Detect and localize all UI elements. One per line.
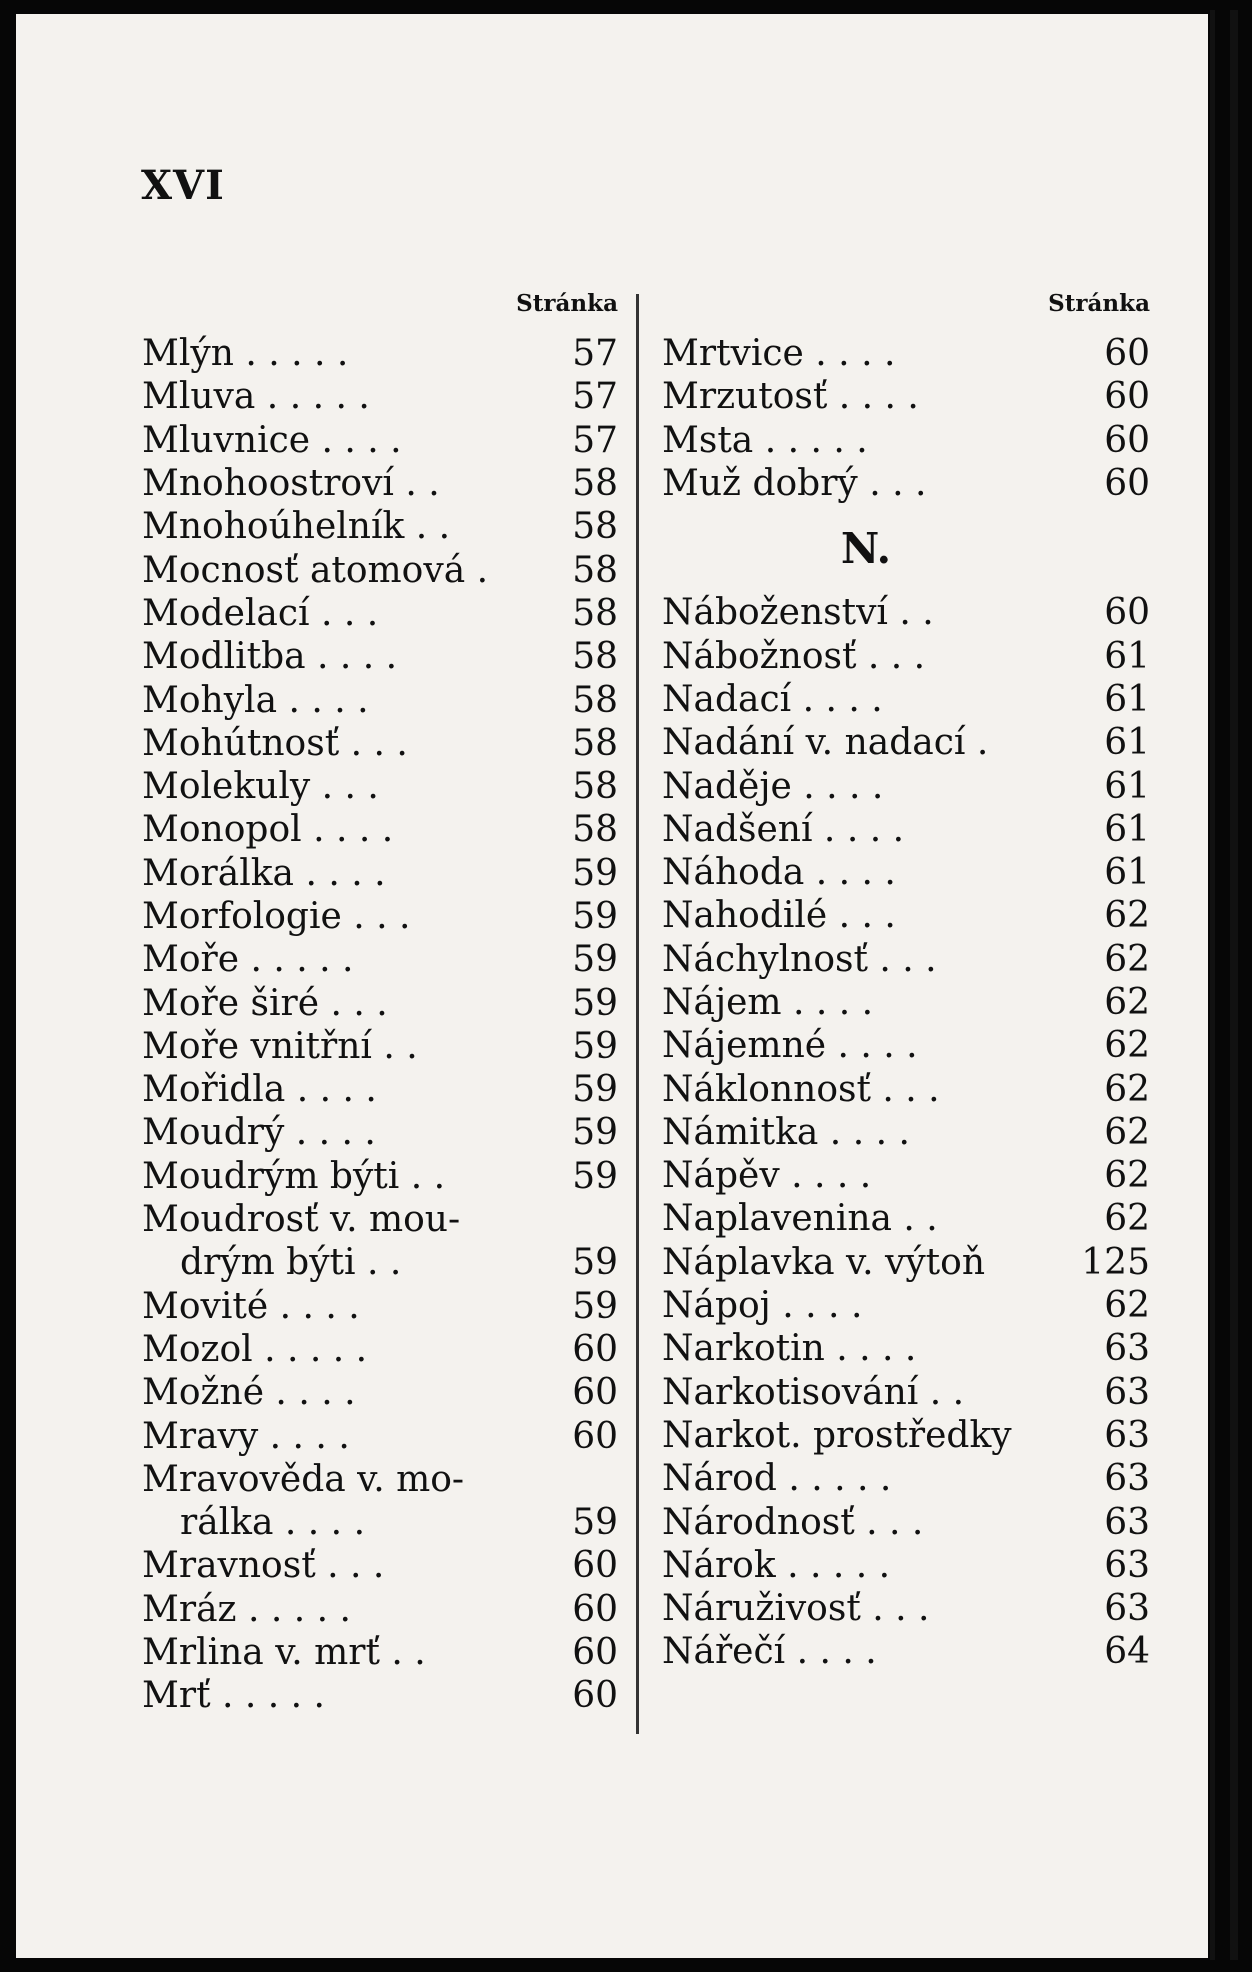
entry-page-number: 58 xyxy=(572,722,618,764)
entry-term: Muž dobrý . . . xyxy=(662,463,927,505)
entry-term: Mluva . . . . . xyxy=(142,376,370,418)
entry-term: Národnosť . . . xyxy=(662,1501,924,1543)
entry-term: Nábožnosť . . . xyxy=(662,635,926,677)
entry-term: Mlýn . . . . . xyxy=(142,333,349,375)
entry-page-number: 63 xyxy=(1104,1371,1150,1413)
index-entry xyxy=(142,1588,618,1631)
entry-term: Nájemné . . . . xyxy=(662,1025,918,1067)
entry-page-number: 63 xyxy=(1104,1328,1150,1370)
index-entry xyxy=(662,981,1150,1024)
entry-term: Mrť . . . . . xyxy=(142,1675,325,1717)
entry-page-number: 58 xyxy=(572,549,618,591)
index-entry xyxy=(662,1154,1150,1197)
index-entry xyxy=(142,981,618,1024)
index-entry xyxy=(142,505,618,548)
entry-page-number: 60 xyxy=(572,1545,618,1587)
entry-page-number: 60 xyxy=(1104,592,1150,634)
entry-term: Mravověda v. mo- xyxy=(142,1458,465,1500)
entry-page-number: 61 xyxy=(1104,722,1150,764)
index-entry-list xyxy=(142,332,618,1718)
entry-term: Náklonnosť . . . xyxy=(662,1068,940,1110)
index-entry xyxy=(662,1500,1150,1543)
index-entry xyxy=(662,1067,1150,1110)
index-entry xyxy=(142,1631,618,1674)
entry-term: Moudrý . . . . xyxy=(142,1112,376,1154)
index-entry xyxy=(142,678,618,721)
entry-page-number: 61 xyxy=(1104,635,1150,677)
index-entry xyxy=(142,1674,618,1717)
entry-page-number: 59 xyxy=(572,939,618,981)
entry-term: Mnohoostroví . . xyxy=(142,463,440,505)
entry-page-number: 62 xyxy=(1104,1198,1150,1240)
entry-term: Morálka . . . . xyxy=(142,852,386,894)
index-entry xyxy=(662,808,1150,851)
index-entry xyxy=(662,851,1150,894)
entry-term: Mravy . . . . xyxy=(142,1415,350,1457)
entry-page-number: 63 xyxy=(1104,1414,1150,1456)
entry-term: Mocnosť atomová . xyxy=(142,549,489,591)
entry-page-number: 57 xyxy=(572,376,618,418)
entry-term: Moře . . . . . xyxy=(142,939,354,981)
entry-term: Narkotisování . . xyxy=(662,1371,965,1413)
entry-page-number: 59 xyxy=(572,1285,618,1327)
entry-page-number: 60 xyxy=(572,1415,618,1457)
entry-term: Moře vnitřní . . xyxy=(142,1025,418,1067)
index-entry xyxy=(142,938,618,981)
index-entry xyxy=(662,591,1150,634)
entry-term: Morfologie . . . xyxy=(142,896,411,937)
entry-page-number: 57 xyxy=(572,419,618,461)
index-entry xyxy=(142,1285,618,1328)
entry-term: Mohyla . . . . xyxy=(142,679,369,721)
entry-page-number: 64 xyxy=(1104,1631,1150,1673)
index-entry xyxy=(142,808,618,851)
entry-term: Msta . . . . . xyxy=(662,419,868,461)
entry-term: Molekuly . . . xyxy=(142,766,379,808)
entry-page-number: 62 xyxy=(1104,1285,1150,1327)
entry-term: Nadání v. nadací . xyxy=(662,722,989,764)
index-entry xyxy=(662,938,1150,981)
index-entry xyxy=(142,1241,618,1284)
entry-page-number: 58 xyxy=(572,636,618,678)
entry-term: Mrzutosť . . . . xyxy=(662,376,919,418)
entry-page-number: 58 xyxy=(572,592,618,634)
index-entry xyxy=(142,419,618,462)
index-entry xyxy=(662,1197,1150,1240)
index-entry xyxy=(662,1327,1150,1370)
entry-page-number: 125 xyxy=(1081,1241,1150,1283)
entry-page-number: 60 xyxy=(572,1372,618,1414)
column-header: Stránka xyxy=(1048,290,1150,317)
entry-page-number: 63 xyxy=(1104,1501,1150,1543)
index-entry xyxy=(142,765,618,808)
index-entry xyxy=(662,1587,1150,1630)
entry-page-number: 63 xyxy=(1104,1458,1150,1500)
entry-page-number: 58 xyxy=(572,766,618,808)
entry-page-number: 58 xyxy=(572,679,618,721)
entry-page-number: 58 xyxy=(572,463,618,505)
entry-page-number: 61 xyxy=(1104,765,1150,807)
entry-term: Modlitba . . . . xyxy=(142,636,398,678)
index-entry xyxy=(142,592,618,635)
entry-term: Mrtvice . . . . xyxy=(662,333,896,375)
index-entry xyxy=(662,1414,1150,1457)
index-entry xyxy=(142,462,618,505)
index-entry xyxy=(662,634,1150,677)
entry-term: Narkot. prostředky xyxy=(662,1414,1012,1456)
entry-term: Námitka . . . . xyxy=(662,1111,910,1153)
column-header: Stránka xyxy=(516,290,618,317)
entry-term: Moudrým býti . . xyxy=(142,1155,446,1197)
entry-term: Náchylnosť . . . xyxy=(662,938,937,980)
entry-page-number: 62 xyxy=(1104,982,1150,1023)
index-entry xyxy=(662,375,1150,418)
index-entry xyxy=(142,1501,618,1544)
entry-term: Mozol . . . . . xyxy=(142,1328,368,1370)
index-entry xyxy=(662,894,1150,937)
index-entry xyxy=(662,1111,1150,1154)
section-letter: N. xyxy=(840,523,892,573)
entry-term: Nápěv . . . . xyxy=(662,1155,872,1197)
index-entry xyxy=(142,1068,618,1111)
entry-term: Nářečí . . . . xyxy=(662,1631,877,1673)
entry-term: rálka . . . . xyxy=(180,1502,366,1544)
index-entry xyxy=(142,1544,618,1587)
entry-term: Mořidla . . . . xyxy=(142,1069,377,1111)
index-entry xyxy=(662,1457,1150,1500)
entry-page-number: 59 xyxy=(572,982,618,1024)
entry-page-number: 62 xyxy=(1104,1155,1150,1197)
entry-page-number: 60 xyxy=(1104,419,1150,461)
entry-term: Možné . . . . xyxy=(142,1372,356,1414)
entry-term: Náboženství . . xyxy=(662,592,934,634)
index-entry xyxy=(142,548,618,591)
page-edge-line xyxy=(1230,10,1238,1960)
entry-page-number: 59 xyxy=(572,1502,618,1544)
entry-term: Národ . . . . . xyxy=(662,1458,892,1500)
entry-term: Náplavka v. výtoň xyxy=(662,1241,985,1283)
index-entry xyxy=(662,764,1150,807)
entry-page-number: 62 xyxy=(1104,938,1150,980)
entry-page-number: 57 xyxy=(572,333,618,375)
book-page xyxy=(16,14,1208,1958)
column-divider xyxy=(636,294,639,1734)
entry-page-number: 59 xyxy=(572,1112,618,1154)
entry-page-number: 59 xyxy=(572,1242,618,1284)
entry-page-number: 59 xyxy=(572,1069,618,1111)
entry-term: Nárok . . . . . xyxy=(662,1544,891,1586)
entry-page-number: 62 xyxy=(1104,1025,1150,1067)
entry-page-number: 60 xyxy=(572,1588,618,1630)
entry-page-number: 59 xyxy=(572,896,618,937)
entry-page-number: 60 xyxy=(1104,463,1150,505)
entry-term: Nahodilé . . . xyxy=(662,895,896,937)
entry-term: Náhoda . . . . xyxy=(662,852,896,894)
entry-page-number: 62 xyxy=(1104,1068,1150,1110)
index-entry xyxy=(662,678,1150,721)
entry-term: Moudrosť v. mou- xyxy=(142,1199,461,1241)
entry-page-number: 61 xyxy=(1104,852,1150,894)
entry-page-number: 59 xyxy=(572,852,618,894)
entry-term: Mráz . . . . . xyxy=(142,1588,351,1630)
entry-term: Moře širé . . . xyxy=(142,982,388,1024)
index-entry xyxy=(662,1630,1150,1673)
entry-page-number: 62 xyxy=(1104,895,1150,937)
entry-term: Nájem . . . . xyxy=(662,982,874,1023)
index-entry-list xyxy=(662,332,1150,1674)
index-entry xyxy=(142,1458,618,1501)
entry-page-number: 60 xyxy=(572,1328,618,1370)
index-entry xyxy=(142,1025,618,1068)
entry-term: Monopol . . . . xyxy=(142,809,394,851)
entry-term: Nápoj . . . . xyxy=(662,1285,863,1327)
index-entry xyxy=(142,722,618,765)
index-entry xyxy=(142,895,618,938)
entry-term: Mnohoúhelník . . xyxy=(142,506,451,548)
entry-term: Nadšení . . . . xyxy=(662,808,905,850)
entry-page-number: 62 xyxy=(1104,1111,1150,1153)
entry-page-number: 61 xyxy=(1104,678,1150,720)
index-entry xyxy=(142,1111,618,1154)
entry-term: Narkotin . . . . xyxy=(662,1328,917,1370)
index-entry xyxy=(142,375,618,418)
index-entry xyxy=(662,1241,1150,1284)
entry-page-number: 60 xyxy=(1104,333,1150,375)
entry-term: Náruživosť . . . xyxy=(662,1588,930,1630)
entry-term: drým býti . . xyxy=(180,1242,402,1284)
page-number: XVI xyxy=(141,162,225,209)
index-entry xyxy=(142,1198,618,1241)
entry-term: Mohútnosť . . . xyxy=(142,722,408,764)
entry-term: Naplavenina . . xyxy=(662,1198,938,1240)
index-entry xyxy=(662,1024,1150,1067)
index-entry xyxy=(662,1371,1150,1414)
entry-page-number: 60 xyxy=(572,1632,618,1674)
index-entry xyxy=(662,462,1150,505)
entry-term: Mluvnice . . . . xyxy=(142,419,402,461)
index-entry xyxy=(662,419,1150,462)
index-entry xyxy=(142,852,618,895)
entry-page-number: 59 xyxy=(572,1025,618,1067)
entry-page-number: 63 xyxy=(1104,1588,1150,1630)
entry-page-number: 60 xyxy=(572,1675,618,1717)
index-entry xyxy=(142,1155,618,1198)
index-entry xyxy=(662,332,1150,375)
index-entry xyxy=(142,1414,618,1457)
index-entry xyxy=(142,332,618,375)
entry-page-number: 61 xyxy=(1104,808,1150,850)
entry-term: Naděje . . . . xyxy=(662,765,884,807)
entry-page-number: 58 xyxy=(572,506,618,548)
index-entry xyxy=(662,1544,1150,1587)
index-entry xyxy=(662,721,1150,764)
index-entry xyxy=(142,1328,618,1371)
index-entry xyxy=(142,635,618,678)
entry-term: Movité . . . . xyxy=(142,1285,360,1327)
index-entry xyxy=(142,1371,618,1414)
index-entry xyxy=(662,1284,1150,1327)
page-edge-line xyxy=(1210,10,1215,1960)
entry-term: Modelací . . . xyxy=(142,592,379,634)
entry-page-number: 60 xyxy=(1104,376,1150,418)
entry-term: Mrlina v. mrť . . xyxy=(142,1632,426,1674)
entry-term: Nadací . . . . xyxy=(662,678,883,720)
entry-term: Mravnosť . . . xyxy=(142,1545,385,1587)
entry-page-number: 59 xyxy=(572,1155,618,1197)
entry-page-number: 58 xyxy=(572,809,618,851)
entry-page-number: 63 xyxy=(1104,1544,1150,1586)
